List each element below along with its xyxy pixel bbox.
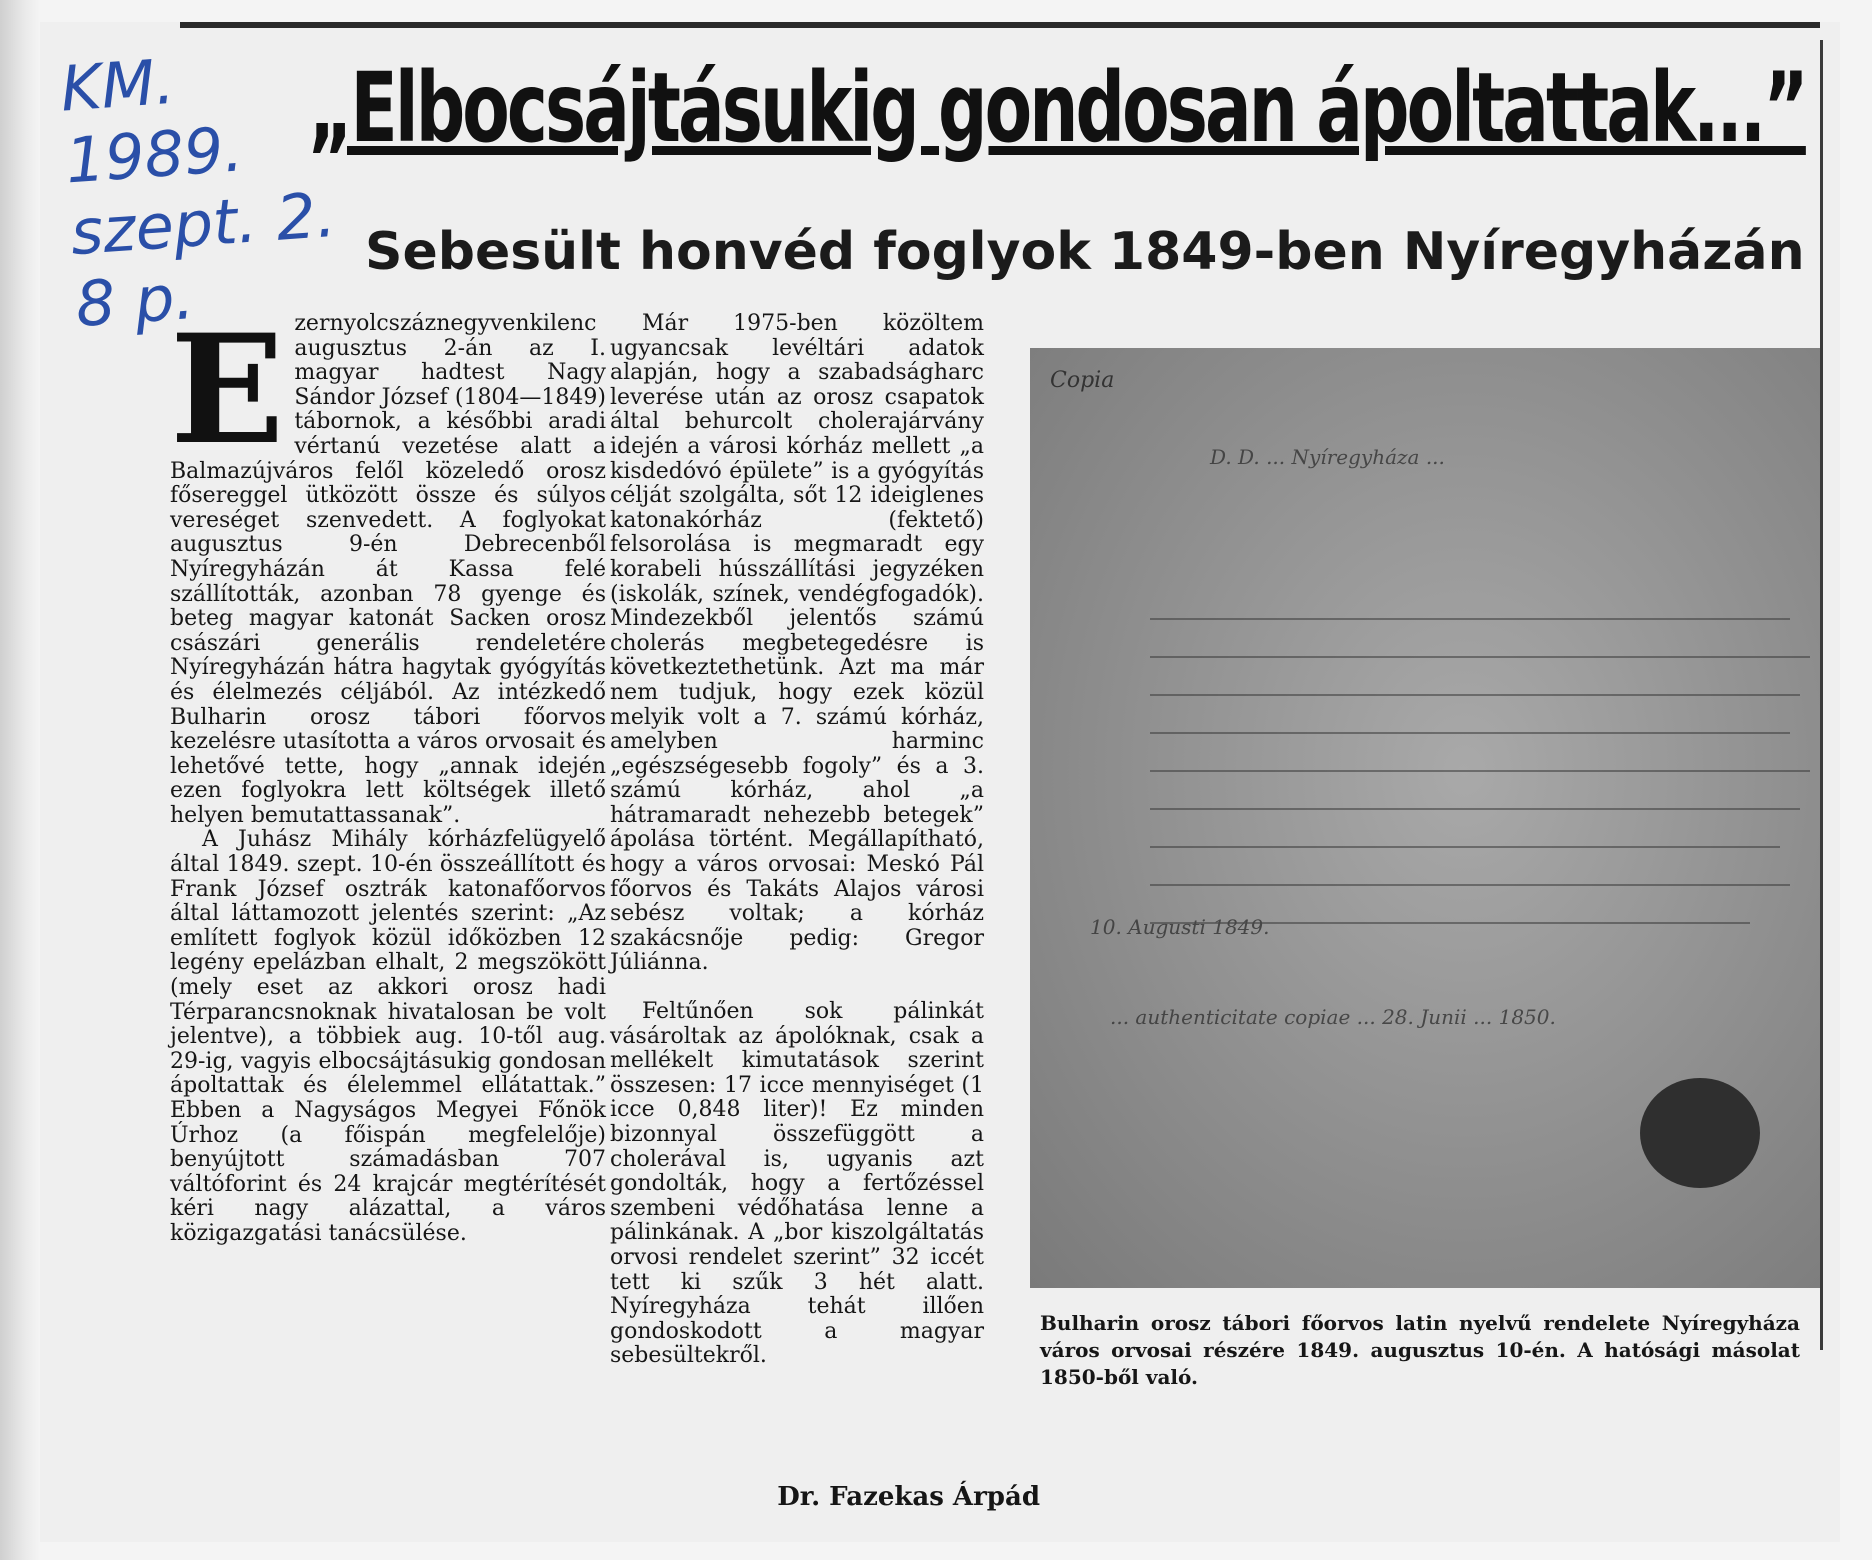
top-rule <box>180 22 1820 28</box>
headline: „Elbocsájtásukig gondosan ápoltattak...” <box>308 52 1806 164</box>
article-column-1 <box>170 302 606 1247</box>
photo-caption: Bulharin orosz tábori főorvos latin nyelvű rendelete Nyíregyháza város orvosai részére 1849. augusztus 10-én. A hatósági másolat 1850-ből való. <box>1040 1311 1800 1389</box>
col1-paragraph-2: A Juhász Mihály kórházfelügyelő által 1849. szept. 10-én összeállított és Frank József osztrák katonafőorvos által láttamozott jelentés szerint: „Az említett foglyok közül időközben 12 legény epelázban elhalt, 2 megszökött (mely eset az akkori orosz hadi Térparancsnoknak hivatalosan be volt jelentve), a többiek aug. 10-től aug. 29-ig, vagyis elbocsájtásukig gondosan ápoltattak és élelemmel ellátattak.” Ebben a Nagyságos Megyei Főnök Úrhoz (a főispán megfelelője) benyújtott számadásban 707 váltóforint és 24 krajcár megtérítését kéri nagy alázattal, a város közigazgatási tanácsülése. <box>170 827 606 1246</box>
col2-paragraph-2: Feltűnően sok pálinkát vásároltak az ápolóknak, csak a mellékelt kimutatások szerint összesen: 17 icce mennyiséget (1 icce 0,848 liter)! Ez minden bizonnyal összefüggött a cholerával is, ugyanis azt gondolták, hogy a fertőzéssel szembeni védőhatása lenne a pálinkának. A „bor kiszolgáltatás orvosi rendelet szerint” 32 iccét tett ki szűk 3 hét alatt. Nyíregyháza tehát illően gondoskodott a magyar sebesültekről. <box>610 999 984 1369</box>
photo-corner-note: Copia <box>1050 368 1115 393</box>
wax-seal <box>1640 1078 1760 1188</box>
right-rule <box>1820 40 1823 1350</box>
col1-paragraph-1: zernyolcszáznegyvenkilenc augusztus 2-án az I. magyar hadtest Nagy Sándor József (1804—1849) tábornok, a későbbi aradi vértanú vezetése alatt a Balmazújváros felől közeledő orosz fősereggel ütközött össze és súlyos vereséget szenvedett. A foglyokat augusztus 9-én Debrecenből Nyíregyházán át Kassa felé szállították, azonban 78 gyenge és beteg magyar katonát Sacken orosz császári generális rendeletére Nyíregyházán hátra hagytak gyógyítás és élelmezés céljából. Az intézkedő Bulharin orosz tábori főorvos kezelésre utasította a város orvosait és lehetővé tette, hogy „annak idején ezen foglyokra lett költségek illető helyen bemutattassanak”. <box>170 311 606 828</box>
photo-doc-date: 10. Augusti 1849. <box>1090 915 1270 939</box>
scan-edge <box>0 0 40 1560</box>
handwritten-note <box>58 35 347 341</box>
handwritten-line-1: KM. <box>58 44 177 126</box>
subheadline: Sebesült honvéd foglyok 1849-ben Nyíregyházán <box>365 222 1805 282</box>
handwritten-line-2: 1989. <box>63 112 246 198</box>
article-column-2 <box>610 312 984 1369</box>
col2-paragraph-1: Már 1975-ben közöltem ugyancsak levéltári adatok alapján, hogy a szabadságharc leverése után az orosz csapatok által behurcolt cholerajárvány idején a városi kórház mellett „a kisdedóvó épülete” is a gyógyítás célját szolgálta, sőt 12 ideiglenes katonakórház (fektető) felsorolása is megmaradt egy korabeli hússzállítási jegyzéken (iskolák, színek, vendégfogadók). Mindezekből jelentős számú cholerás megbetegedésre is következtethetünk. Azt ma már nem tudjuk, hogy ezek közül melyik volt a 7. számú kórház, amelyben harminc „egészségesebb fogoly” és a 3. számú kórház, ahol „a hátramaradt nehezebb betegek” ápolása történt. Megállapítható, hogy a város orvosai: Meskó Pál főorvos és Takáts Alajos városi sebész voltak; a kórház szakácsnője pedig: Gregor Júliánna. <box>610 311 984 976</box>
handwritten-line-4: 8 p. <box>73 259 197 342</box>
author-byline: Dr. Fazekas Árpád <box>777 1482 1040 1512</box>
photo-doc-certified: ... authenticitate copiae ... 28. Junii ... 1850. <box>1110 1005 1556 1029</box>
drop-cap: E <box>170 302 285 478</box>
document-photo <box>1030 348 1820 1288</box>
handwritten-line-3: szept. 2. <box>68 177 338 270</box>
newspaper-clipping <box>40 22 1840 1542</box>
photo-handwritten-body <box>1090 438 1780 1029</box>
photo-doc-heading: D. D. ... Nyíregyháza ... <box>1210 445 1445 469</box>
